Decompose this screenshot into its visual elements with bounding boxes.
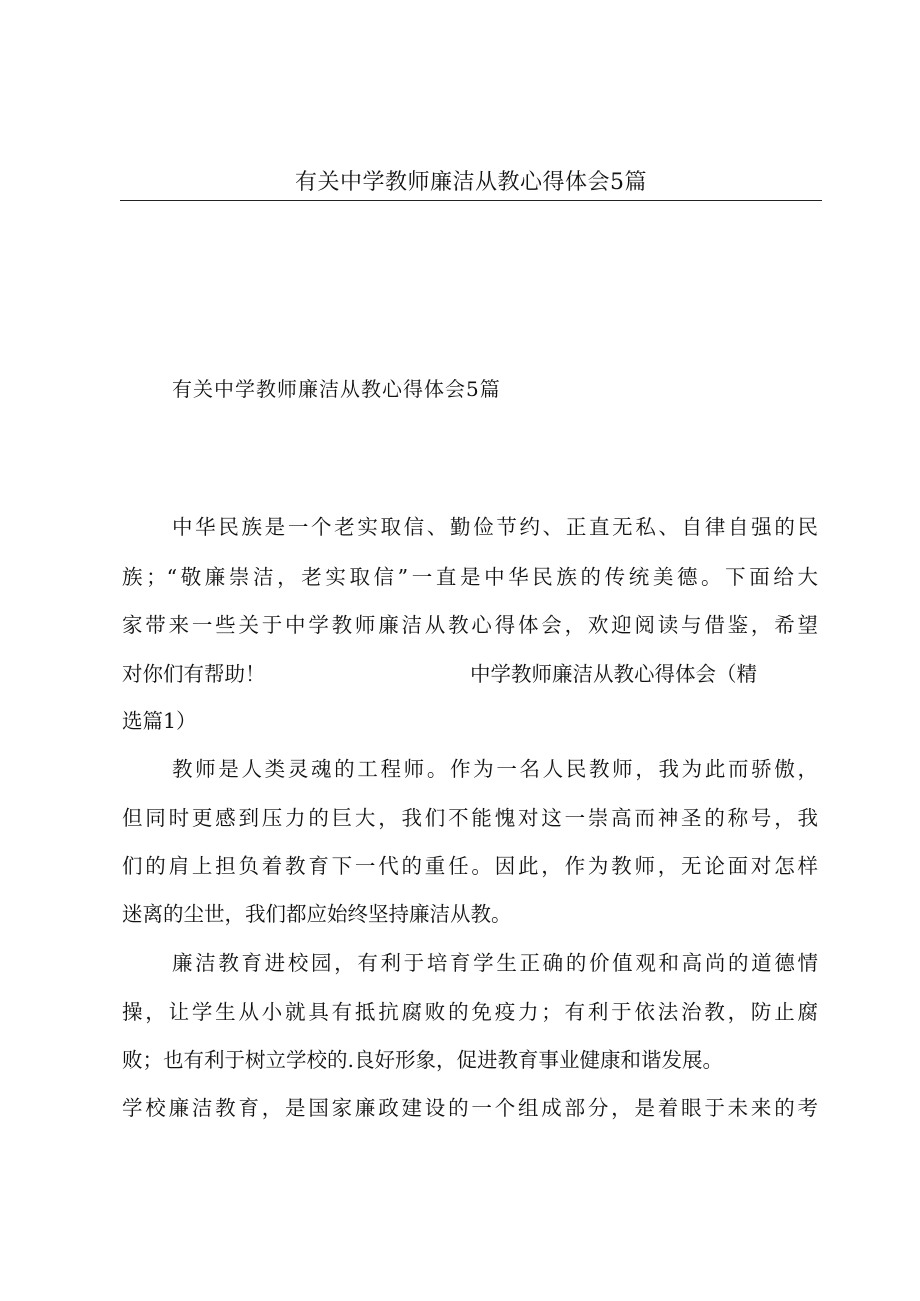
paragraph-line: 廉洁教育进校园，有利于培育学生正确的价值观和高尚的道德情: [172, 951, 818, 975]
paragraph-line: 对你们有帮助！: [122, 662, 266, 686]
paragraph-line: 迷离的尘世，我们都应始终坚持廉洁从教。: [122, 902, 512, 926]
paragraph-line: 族；“敬廉崇洁，老实取信”一直是中华民族的传统美德。下面给大: [122, 565, 818, 589]
paragraph-line: 教师是人类灵魂的工程师。作为一名人民教师，我为此而骄傲，: [172, 757, 818, 781]
paragraph-line: 学校廉洁教育，是国家廉政建设的一个组成部分，是着眼于未来的考: [122, 1096, 818, 1120]
paragraph-line: 们的肩上担负着教育下一代的重任。因此，作为教师，无论面对怎样: [122, 854, 818, 878]
paragraph-line: 家带来一些关于中学教师廉洁从教心得体会，欢迎阅读与借鉴，希望: [122, 613, 818, 637]
header-title: 有关中学教师廉洁从教心得体会5篇: [295, 170, 647, 195]
paragraph-line: 败；也有利于树立学校的.良好形象，促进教育事业健康和谐发展。: [122, 1048, 724, 1072]
section-heading: 中学教师廉洁从教心得体会（精: [470, 662, 757, 686]
paragraph-line: 操，让学生从小就具有抵抗腐败的免疫力；有利于依法治教，防止腐: [122, 1000, 818, 1024]
document-title: 有关中学教师廉洁从教心得体会5篇: [172, 377, 501, 401]
section-heading-continued: 选篇1）: [122, 709, 197, 733]
paragraph-line: 中华民族是一个老实取信、勤俭节约、正直无私、自律自强的民: [172, 515, 818, 539]
paragraph-line: 但同时更感到压力的巨大，我们不能愧对这一崇高而神圣的称号，我: [122, 806, 818, 830]
page-header: [120, 168, 822, 201]
